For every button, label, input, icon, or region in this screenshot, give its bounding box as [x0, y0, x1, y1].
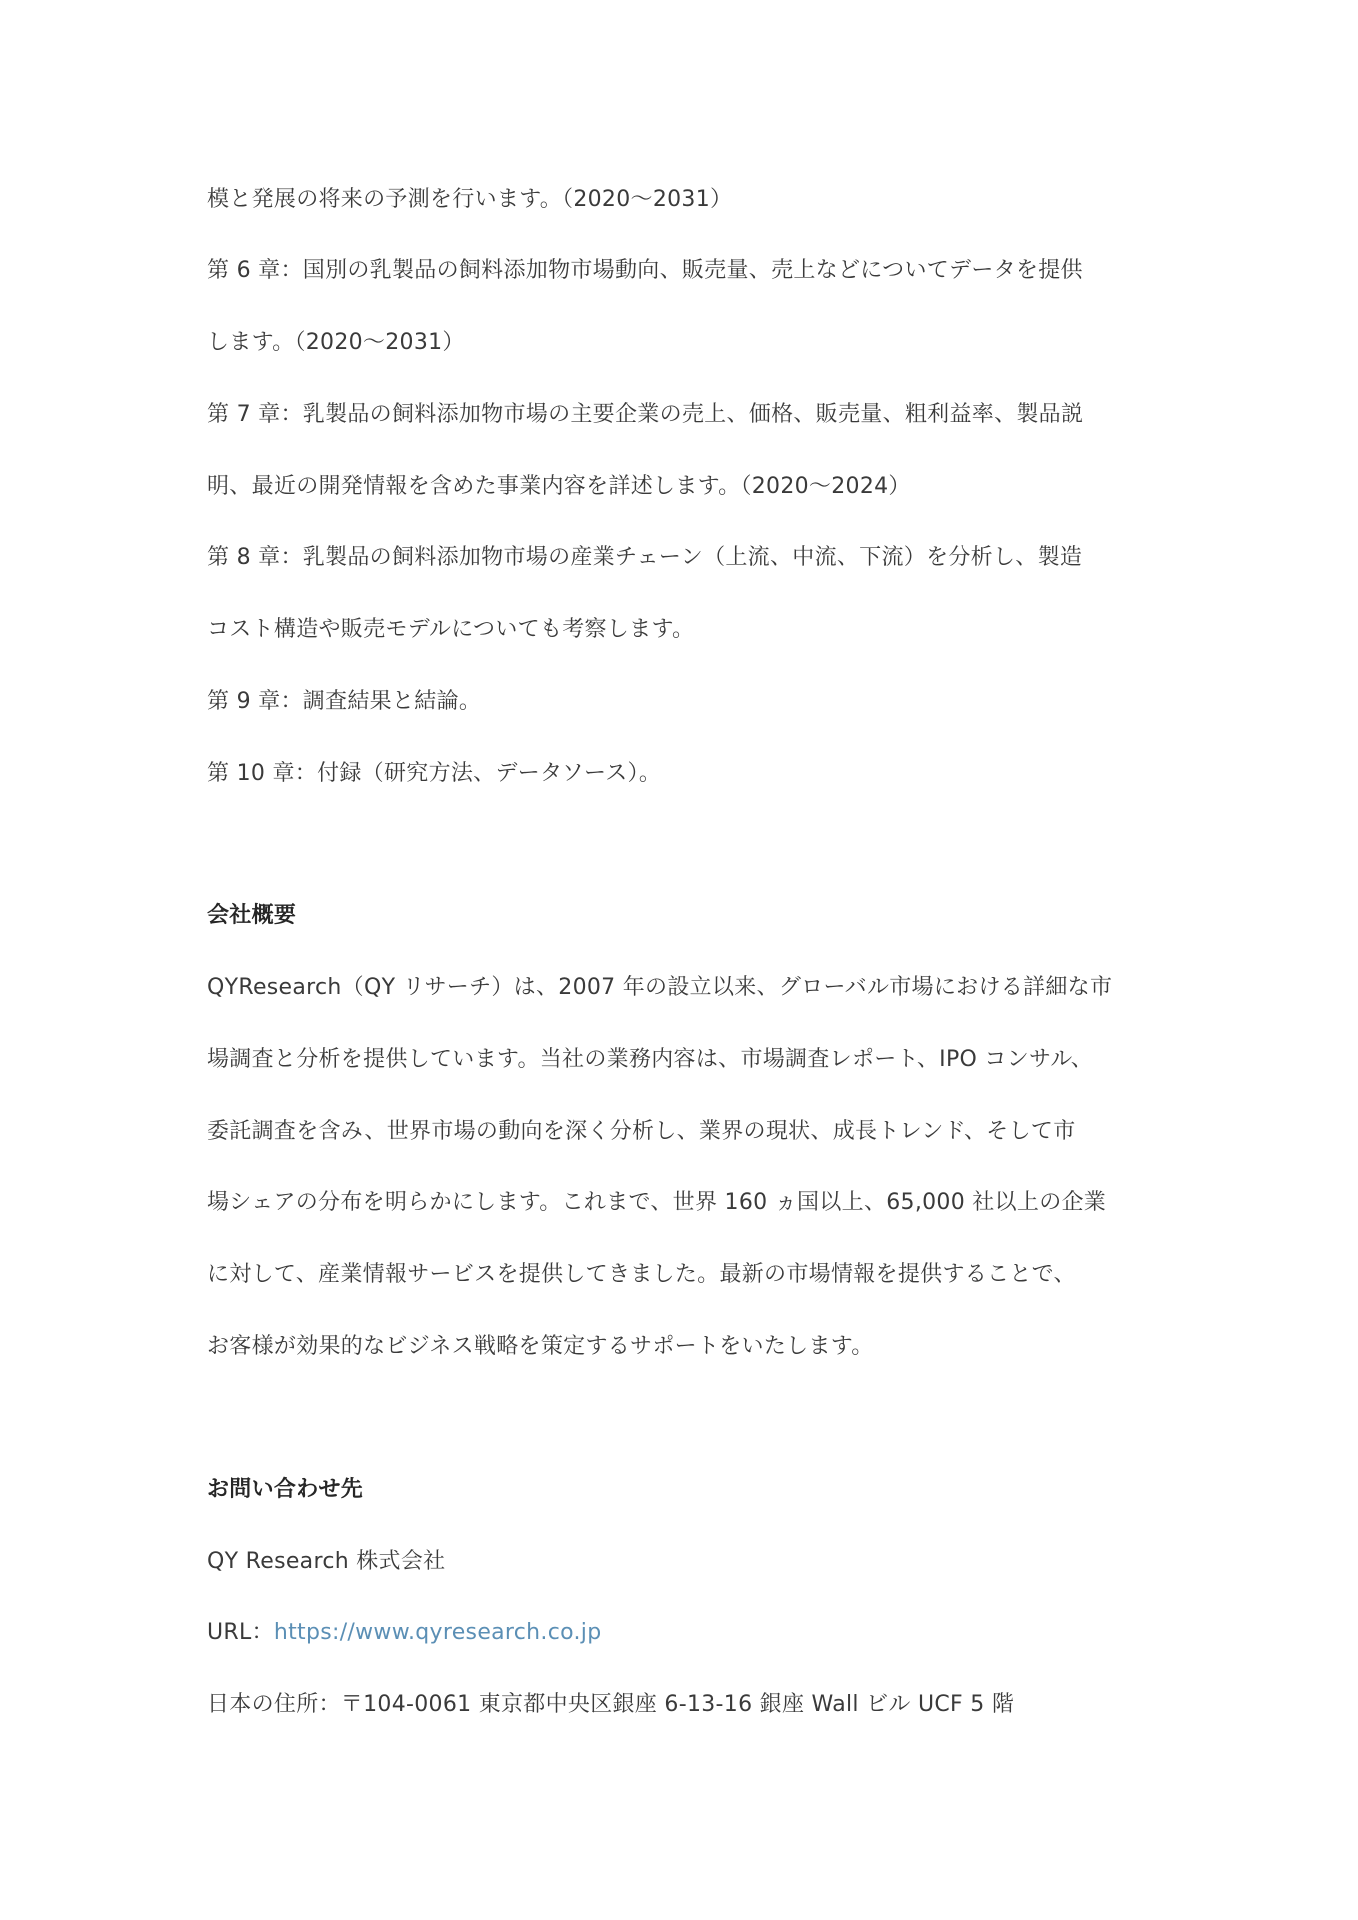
- contact-url-row: [207, 1618, 601, 1648]
- url-label: URL：: [207, 1620, 274, 1645]
- outline-line: 第 6 章：国別の乳製品の飼料添加物市場動向、販売量、売上などについてデータを提供: [207, 258, 1083, 283]
- company-paragraph-line: 場シェアの分布を明らかにします。これまで、世界 160 ヵ国以上、65,000 社以上の企業: [207, 1190, 1107, 1215]
- outline-line: 第 9 章：調査結果と結論。: [207, 689, 482, 714]
- outline-line: 第 10 章：付録（研究方法、データソース）。: [207, 761, 662, 786]
- company-heading: 会社概要: [207, 903, 297, 928]
- contact-heading: お問い合わせ先: [207, 1477, 364, 1502]
- company-paragraph-line: 場調査と分析を提供しています。当社の業務内容は、市場調査レポート、IPO コンサル、: [207, 1047, 1094, 1072]
- outline-line: コスト構造や販売モデルについても考察します。: [207, 617, 695, 642]
- outline-line: 第 8 章：乳製品の飼料添加物市場の産業チェーン（上流、中流、下流）を分析し、製造: [207, 545, 1083, 570]
- company-paragraph-line: お客様が効果的なビジネス戦略を策定するサポートをいたします。: [207, 1334, 874, 1359]
- website-link[interactable]: https://www.qyresearch.co.jp: [273, 1620, 602, 1645]
- outline-line: します。（2020～2031）: [207, 330, 465, 355]
- company-paragraph-line: 委託調査を含み、世界市場の動向を深く分析し、業界の現状、成長トレンド、そして市: [207, 1119, 1076, 1144]
- outline-line: 模と発展の将来の予測を行います。（2020～2031）: [207, 187, 733, 212]
- contact-company-name: QY Research 株式会社: [207, 1549, 446, 1574]
- company-paragraph-line: に対して、産業情報サービスを提供してきました。最新の市場情報を提供することで、: [207, 1262, 1076, 1287]
- contact-address: 日本の住所：〒104-0061 東京都中央区銀座 6-13-16 銀座 Wall ビル UCF 5 階: [207, 1692, 1015, 1717]
- company-paragraph-line: QYResearch（QY リサーチ）は、2007 年の設立以来、グローバル市場における詳細な市: [207, 975, 1113, 1000]
- outline-line: 第 7 章：乳製品の飼料添加物市場の主要企業の売上、価格、販売量、粗利益率、製品説: [207, 402, 1084, 427]
- outline-line: 明、最近の開発情報を含めた事業内容を詳述します。（2020～2024）: [207, 474, 911, 499]
